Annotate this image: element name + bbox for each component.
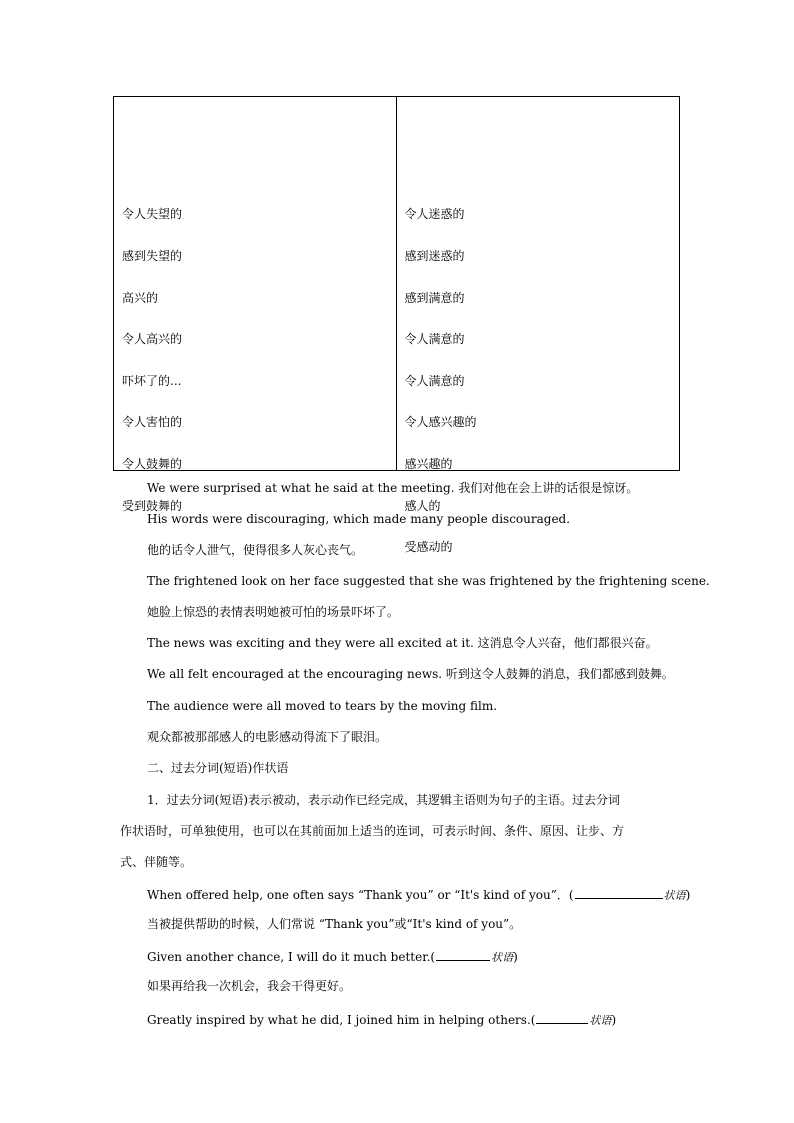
example-translation: 她脸上惊恐的表情表明她被可怕的场景吓坏了。	[147, 605, 400, 619]
example-text: When offered help, one often says “Thank you” or “It's kind of you”．(	[147, 888, 574, 902]
table-cell: 令人鼓舞的	[122, 457, 183, 471]
table-right-column	[397, 97, 680, 554]
adverbial-example	[147, 1011, 616, 1028]
example-translation: 当被提供帮助的时候，人们常说 “Thank you”或“It's kind of you”。	[147, 917, 522, 931]
example-sentence: The audience were all moved to tears by the moving film.	[147, 699, 498, 713]
adverbial-example	[147, 948, 518, 965]
close-paren: )	[685, 888, 691, 902]
adverbial-example	[147, 886, 690, 903]
paragraph-line: 式、伴随等。	[120, 855, 193, 869]
answer-blank[interactable]	[536, 1011, 588, 1024]
table-cell: 吓坏了的...	[122, 374, 182, 388]
example-sentence: The news was exciting and they were all excited at it. 这消息令人兴奋，他们都很兴奋。	[147, 636, 658, 650]
grammar-tag: 状语	[491, 951, 514, 964]
example-sentence: We all felt encouraged at the encouraging news. 听到这令人鼓舞的消息，我们都感到鼓舞。	[147, 667, 674, 681]
table-cell: 高兴的	[122, 291, 159, 305]
table-cell: 感兴趣的	[404, 457, 453, 471]
example-sentence: The frightened look on her face suggested that she was frightened by the frightening scene.	[147, 574, 710, 588]
table-cell: 令人失望的	[122, 207, 183, 221]
table-cell: 感到失望的	[122, 249, 183, 263]
example-sentence: We were surprised at what he said at the meeting. 我们对他在会上讲的话很是惊讶。	[147, 481, 639, 495]
example-sentence: His words were discouraging, which made many people discouraged.	[147, 512, 571, 526]
table-cell: 令人满意的	[404, 374, 465, 388]
table-cell: 感人的	[404, 499, 441, 513]
table-cell: 令人迷惑的	[404, 207, 465, 221]
table-cell: 令人高兴的	[122, 332, 183, 346]
example-text: Given another chance, I will do it much better.(	[147, 950, 436, 964]
example-translation: 观众都被那部感人的电影感动得流下了眼泪。	[147, 730, 388, 744]
table-cell: 令人害怕的	[122, 415, 183, 429]
grammar-tag: 状语	[663, 889, 686, 902]
table-cell: 令人感兴趣的	[404, 415, 477, 429]
table-cell: 感到满意的	[404, 291, 465, 305]
table-cell: 受感动的	[404, 540, 453, 554]
paragraph-line: 作状语时，可单独使用，也可以在其前面加上适当的连词，可表示时间、条件、原因、让步、方	[120, 824, 625, 838]
example-text: Greatly inspired by what he did, I joined him in helping others.(	[147, 1013, 536, 1027]
answer-blank[interactable]	[436, 948, 490, 961]
paragraph-line: 1．过去分词(短语)表示被动，表示动作已经完成，其逻辑主语则为句子的主语。过去分词	[147, 793, 621, 807]
table-cell: 令人满意的	[404, 332, 465, 346]
table-cell: 受到鼓舞的	[122, 499, 183, 513]
table-cell: 感到迷惑的	[404, 249, 465, 263]
grammar-tag: 状语	[589, 1014, 612, 1027]
answer-blank[interactable]	[575, 886, 663, 899]
section-heading: 二、过去分词(短语)作状语	[147, 761, 289, 775]
example-translation: 如果再给我一次机会，我会干得更好。	[147, 979, 352, 993]
close-paren: )	[611, 1013, 617, 1027]
close-paren: )	[513, 950, 518, 964]
example-translation: 他的话令人泄气，使得很多人灰心丧气。	[147, 543, 364, 557]
